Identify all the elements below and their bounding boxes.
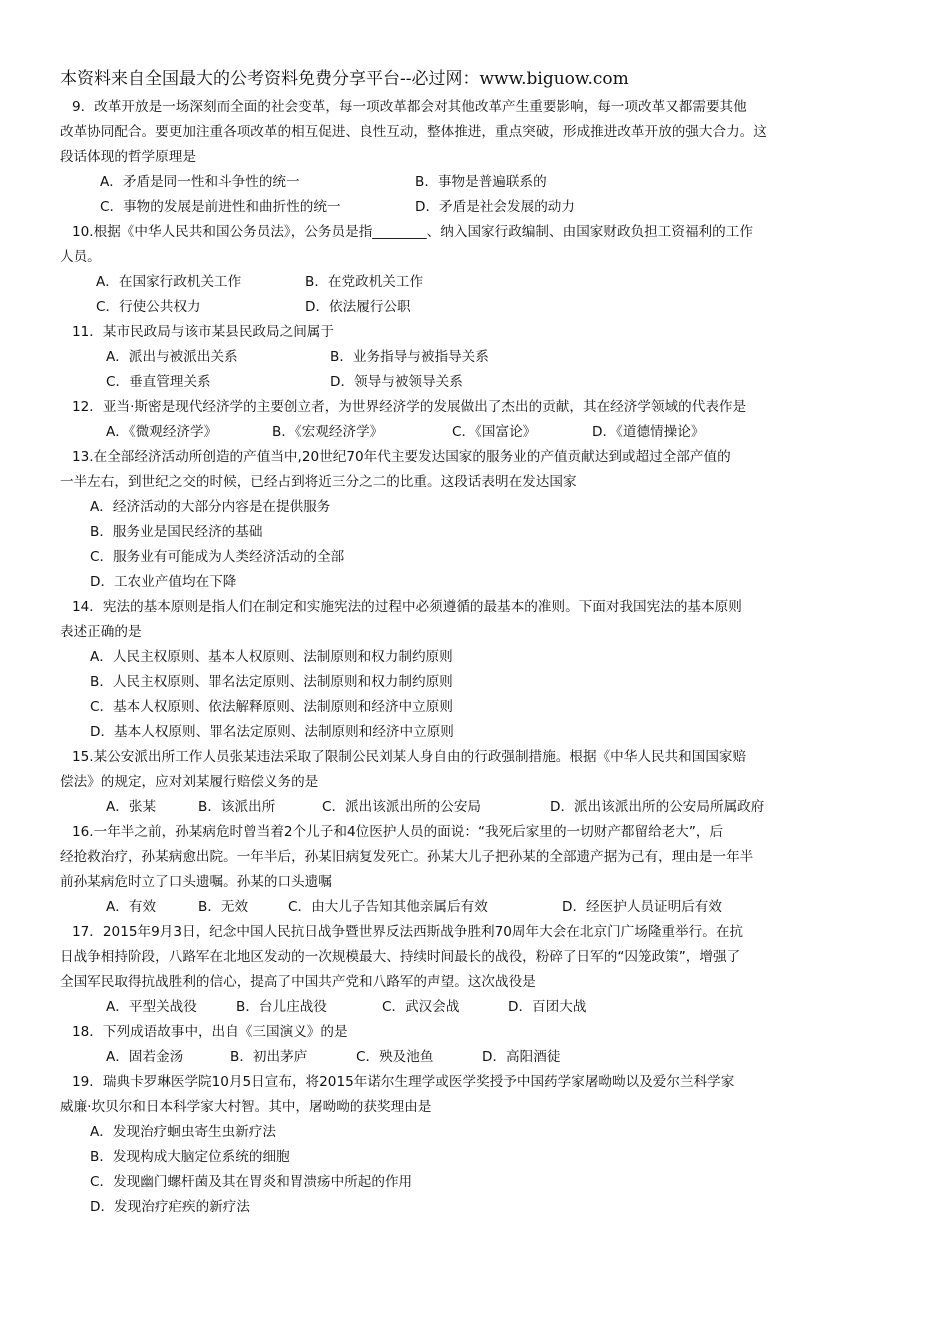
- question-4-option: C．服务业有可能成为人类经济活动的全部: [90, 549, 345, 565]
- question-2-option-row: [60, 370, 900, 395]
- question-5-stem-line: 14．宪法的基本原则是指人们在制定和实施宪法的过程中必须遵循的最基本的准则。下面对我国宪法的基本原则: [72, 599, 742, 615]
- question-0-stem-line: 段话体现的哲学原理是: [60, 149, 196, 165]
- question-7-option: B．无效: [198, 899, 249, 915]
- question-6-option-row: [60, 795, 900, 820]
- question-9-option: C．殃及池鱼: [356, 1049, 434, 1065]
- question-4-stem-line: 一半左右，到世纪之交的时候，已经占到将近三分之二的比重。这段话表明在发达国家: [60, 474, 577, 490]
- question-0-option: C．事物的发展是前进性和曲折性的统一: [100, 199, 341, 215]
- question-1-option: A．在国家行政机关工作: [96, 274, 242, 290]
- question-9-option: D．高阳酒徒: [482, 1049, 561, 1065]
- question-4-option-row: [60, 520, 900, 545]
- question-3-option: B．《宏观经济学》: [272, 424, 384, 440]
- question-7-option-row: [60, 895, 900, 920]
- question-2-option: B．业务指导与被指导关系: [330, 349, 489, 365]
- question-5-option: C．基本人权原则、依法解释原则、法制原则和经济中立原则: [90, 699, 453, 715]
- question-6-option: C．派出该派出所的公安局: [322, 799, 482, 815]
- question-8-stem-line: 日战争相持阶段，八路军在北地区发动的一次规模最大、持续时间最长的战役，粉碎了日军的“囚笼政策”，增强了: [60, 949, 741, 965]
- question-10-option: C．发现幽门螺杆菌及其在胃炎和胃溃疡中所起的作用: [90, 1174, 413, 1190]
- question-0-stem-line: 9．改革开放是一场深刻而全面的社会变革，每一项改革都会对其他改革产生重要影响，每一项改革又都需要其他: [72, 99, 747, 115]
- question-7-option: A．有效: [106, 899, 157, 915]
- question-2-option: D．领导与被领导关系: [330, 374, 463, 390]
- question-10-stem-line: 19．瑞典卡罗琳医学院10月5日宣布，将2015年诺尔生理学或医学奖授予中国药学家屠呦呦以及爱尔兰科学家: [72, 1074, 735, 1090]
- question-1-option: C．行使公共权力: [96, 299, 201, 315]
- question-list: [60, 95, 900, 1220]
- question-7-stem-line: 16.一年半之前，孙某病危时曾当着2个儿子和4位医护人员的面说：“我死后家里的一切财产都留给老大”，后: [72, 824, 724, 840]
- question-2-stem-line: 11．某市民政局与该市某县民政局之间属于: [72, 324, 334, 340]
- question-8-option: D．百团大战: [508, 999, 587, 1015]
- question-7-option: C．由大儿子告知其他亲属后有效: [288, 899, 488, 915]
- question-3-option-row: [60, 420, 900, 445]
- question-4-option-row: [60, 570, 900, 595]
- question-5-option-row: [60, 695, 900, 720]
- question-0-option: A．矛盾是同一性和斗争性的统一: [100, 174, 300, 190]
- question-0-option-row: [60, 195, 900, 220]
- question-6-option: B．该派出所: [198, 799, 276, 815]
- question-3-stem-line: 12．亚当·斯密是现代经济学的主要创立者，为世界经济学的发展做出了杰出的贡献，其在经济学领域的代表作是: [72, 399, 747, 415]
- page-header: 本资料来自全国最大的公考资料免费分享平台--必过网：www.biguow.com: [60, 69, 629, 89]
- question-1-option: D．依法履行公职: [305, 299, 411, 315]
- question-9-option: B．初出茅庐: [230, 1049, 308, 1065]
- question-4-stem-line: 13.在全部经济活动所创造的产值当中,20世纪70年代主要发达国家的服务业的产值贡献达到或超过全部产值的: [72, 449, 731, 465]
- question-3-option: A．《微观经济学》: [106, 424, 218, 440]
- question-7-stem-line: 经抢救治疗，孙某病愈出院。一年半后，孙某旧病复发死亡。孙某大儿子把孙某的全部遗产据为己有，理由是一年半: [60, 849, 754, 865]
- question-0-option-row: [60, 170, 900, 195]
- question-10-option-row: [60, 1170, 900, 1195]
- question-1-option-row: [60, 295, 900, 320]
- question-8-option: C．武汉会战: [382, 999, 460, 1015]
- question-6-stem-line: 偿法》的规定，应对刘某履行赔偿义务的是: [60, 774, 319, 790]
- question-4-option-row: [60, 495, 900, 520]
- question-0-stem-line: 改革协同配合。要更加注重各项改革的相互促进、良性互动，整体推进，重点突破，形成推进改革开放的强大合力。这: [60, 124, 767, 140]
- question-5-option-row: [60, 720, 900, 745]
- question-10-option-row: [60, 1145, 900, 1170]
- question-7-option: D．经医护人员证明后有效: [562, 899, 722, 915]
- question-5-option-row: [60, 645, 900, 670]
- question-6-stem-line: 15.某公安派出所工作人员张某违法采取了限制公民刘某人身自由的行政强制措施。根据《中华人民共和国国家赔: [72, 749, 747, 765]
- question-10-option-row: [60, 1120, 900, 1145]
- question-4-option: B．服务业是国民经济的基础: [90, 524, 263, 540]
- question-2-option: C．垂直管理关系: [106, 374, 211, 390]
- question-10-option: D．发现治疗疟疾的新疗法: [90, 1199, 250, 1215]
- question-8-stem-line: 全国军民取得抗战胜利的信心，提高了中国共产党和八路军的声望。这次战役是: [60, 974, 536, 990]
- question-10-option-row: [60, 1195, 900, 1220]
- question-2-option: A．派出与被派出关系: [106, 349, 238, 365]
- question-8-option-row: [60, 995, 900, 1020]
- question-10-option: A．发现治疗蛔虫寄生虫新疗法: [90, 1124, 277, 1140]
- question-5-option: B．人民主权原则、罪名法定原则、法制原则和权力制约原则: [90, 674, 453, 690]
- question-1-stem-line: 人员。: [60, 249, 101, 265]
- question-8-stem-line: 17．2015年9月3日，纪念中国人民抗日战争暨世界反法西斯战争胜利70周年大会在北京门广场隆重举行。在抗: [72, 924, 744, 940]
- question-4-option: D．工农业产值均在下降: [90, 574, 237, 590]
- question-3-option: D．《道德情操论》: [592, 424, 705, 440]
- question-10-stem-line: 威廉·坎贝尔和日本科学家大村智。其中，屠呦呦的获奖理由是: [60, 1099, 432, 1115]
- question-1-stem-line: 10.根据《中华人民共和国公务员法》，公务员是指________、纳入国家行政编制、由国家财政负担工资福利的工作: [72, 224, 753, 240]
- question-7-stem-line: 前孙某病危时立了口头遗嘱。孙某的口头遗嘱: [60, 874, 332, 890]
- question-1-option-row: [60, 270, 900, 295]
- question-5-option: A．人民主权原则、基本人权原则、法制原则和权力制约原则: [90, 649, 453, 665]
- question-6-option: D．派出该派出所的公安局所属政府: [550, 799, 765, 815]
- question-1-option: B．在党政机关工作: [305, 274, 424, 290]
- question-0-option: D．矛盾是社会发展的动力: [415, 199, 575, 215]
- question-3-option: C．《国富论》: [452, 424, 537, 440]
- question-9-stem-line: 18．下列成语故事中，出自《三国演义》的是: [72, 1024, 348, 1040]
- question-5-stem-line: 表述正确的是: [60, 624, 142, 640]
- question-10-option: B．发现构成大脑定位系统的细胞: [90, 1149, 290, 1165]
- question-9-option-row: [60, 1045, 900, 1070]
- question-8-option: A．平型关战役: [106, 999, 197, 1015]
- question-0-option: B．事物是普遍联系的: [415, 174, 547, 190]
- question-5-option: D．基本人权原则、罪名法定原则、法制原则和经济中立原则: [90, 724, 454, 740]
- question-9-option: A．固若金汤: [106, 1049, 184, 1065]
- question-8-option: B．台儿庄战役: [236, 999, 327, 1015]
- question-2-option-row: [60, 345, 900, 370]
- question-5-option-row: [60, 670, 900, 695]
- question-4-option-row: [60, 545, 900, 570]
- question-4-option: A．经济活动的大部分内容是在提供服务: [90, 499, 331, 515]
- question-6-option: A．张某: [106, 799, 157, 815]
